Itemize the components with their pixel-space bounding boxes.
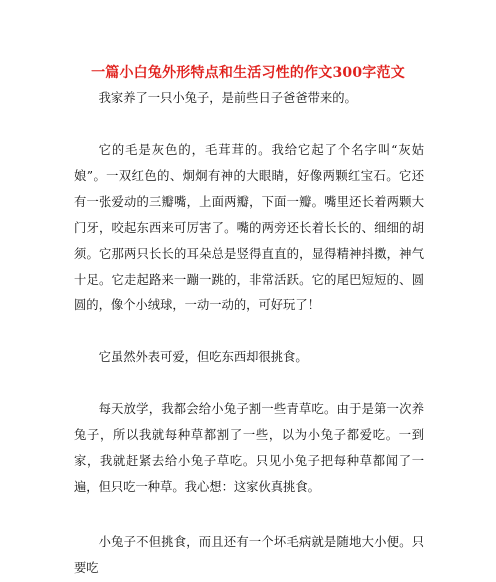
paragraph-picky-eater: 它虽然外表可爱，但吃东西却很挑食。 — [98, 350, 308, 364]
document-title: 一篇小白兔外形特点和生活习性的作文300字范文 — [91, 65, 405, 81]
paragraph-appearance: 它的毛是灰色的，毛茸茸的。我给它起了个名字叫“灰姑娘”。一双红色的、炯炯有神的大眼睛，好像两颗红宝石。它还有一张爱动的三瓣嘴，上面两瓣，下面一瓣。嘴里还长着两颗大门牙，咬起东西来可厉害了。嘴的两旁还长着长长的、细细的胡须。它那两只长长的耳朵总是竖得直直的，显得精神抖擞，神气十足。它走起路来一蹦一跳的，非常活跃。它的尾巴短短的、圆圆的，像个小绒球，一动一动的，可好玩了！ — [74, 143, 424, 313]
paragraph-bad-habit: 小兔子不但挑食，而且还有一个坏毛病就是随地大小便。只要吃 — [74, 535, 424, 575]
paragraph-feeding: 每天放学，我都会给小兔子割一些青草吃。由于是第一次养兔子，所以我就每种草都割了一些，以为小兔子都爱吃。一到家，我就赶紧去给小兔子草吃。只见小兔子把每种草都闻了一遍，但只吃一种草。我心想：这家伙真挑食。 — [74, 402, 424, 494]
paragraph-intro: 我家养了一只小兔子，是前些日子爸爸带来的。 — [98, 91, 357, 105]
